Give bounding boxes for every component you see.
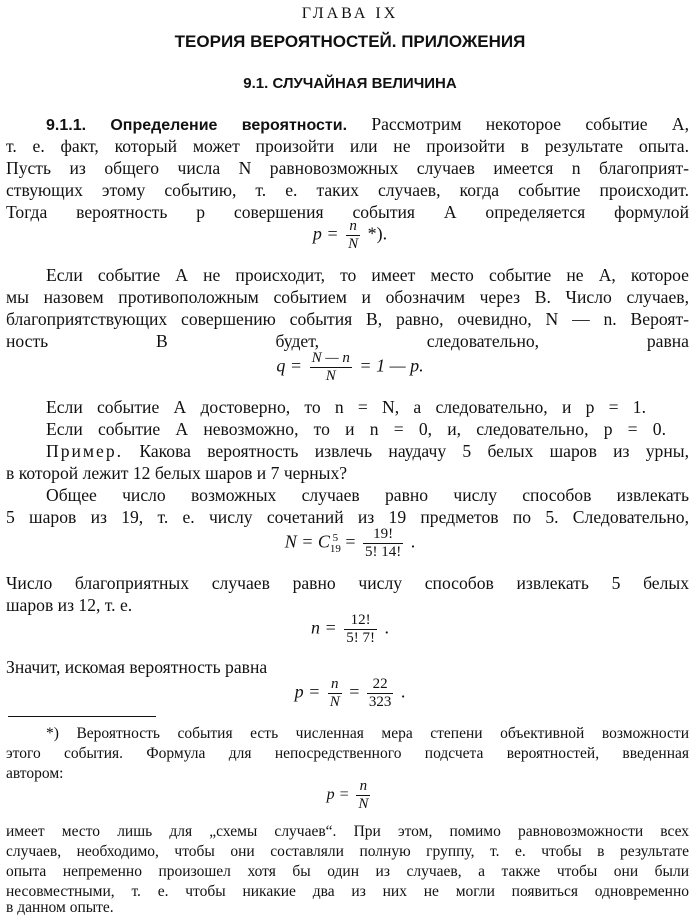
footnote-line: случаев, необходимо, чтобы они составляли полную группу, т. е. чтобы в результате bbox=[6, 843, 689, 860]
text-line: Если событие А достоверно, то n = N, а следовательно, и p = 1. bbox=[46, 397, 646, 417]
text-line: Тогда вероятность p совершения события А определяется формулой bbox=[6, 202, 689, 222]
text-line: благоприятствующих совершению события В, равно, очевидно, N — n. Вероят- bbox=[6, 309, 689, 329]
chapter-label: ГЛАВА IX bbox=[301, 5, 399, 22]
footnote-line: опыта непременно произошел хотя бы один из случаев, а также чтобы они были bbox=[6, 863, 689, 880]
footnote-line: автором: bbox=[6, 765, 64, 782]
example-line: Пример. Какова вероятность извлечь наудачу 5 белых шаров из урны, bbox=[46, 441, 689, 461]
text-line: ствующих этому событию, т. е. таких случаев, когда событие происходит. bbox=[6, 180, 689, 200]
formula-result: p = $\frac{n}{N}$ = $\frac{22}{323}$ . bbox=[294, 676, 406, 710]
formula-favorable: n = $\frac{12!}{5! 7!}$ . bbox=[311, 612, 389, 646]
text-line: Значит, искомая вероятность равна bbox=[6, 657, 268, 677]
text-line: в которой лежит 12 белых шаров и 7 черных? bbox=[6, 463, 348, 483]
footnote-line: этого события. Формула для непосредственного подсчета вероятностей, введенная bbox=[6, 745, 689, 762]
formula-complement: q = $\frac{N — n}{N}$ = 1 — p. bbox=[276, 350, 424, 384]
text-line: Пусть из общего числа N равновозможных случаев имеется n благоприят- bbox=[6, 158, 689, 178]
footnote-formula: p = $\frac{n}{N}$ bbox=[326, 778, 369, 812]
subsection-first-line bbox=[46, 113, 689, 137]
footnote-divider bbox=[8, 716, 156, 717]
text-line: Число благоприятных случаев равно числу способов извлекать 5 белых bbox=[6, 573, 689, 593]
footnote-line: имеет место лишь для „схемы случаев“. При этом, помимо равновозможности всех bbox=[6, 823, 689, 840]
text-line: шаров из 12, т. е. bbox=[6, 595, 133, 615]
footnote-line: *) Вероятность события есть численная мера степени объективной возможности bbox=[46, 725, 689, 742]
footnote-line: несовместными, т. е. чтобы никакие два из них не могли появиться одновременно bbox=[6, 883, 689, 900]
text-line: ность В будет, следовательно, равна bbox=[6, 331, 689, 351]
formula-probability: p = $\frac{n}{N}$ *). bbox=[312, 218, 388, 252]
formula-combinations: N = C 5 19 = $\frac{19!}{5! 14!}$ . bbox=[284, 526, 416, 560]
text-line: Если событие А невозможно, то и n = 0, и, следовательно, p = 0. bbox=[46, 419, 666, 439]
text-line: Если событие А не происходит, то имеет место событие не А, которое bbox=[46, 265, 689, 285]
section-heading: 9.1. СЛУЧАЙНАЯ ВЕЛИЧИНА bbox=[243, 75, 457, 92]
text-line: Общее число возможных случаев равно числу способов извлекать bbox=[46, 485, 689, 505]
example-label: Пример. bbox=[46, 441, 124, 461]
text-line: 5 шаров из 19, т. е. числу сочетаний из 19 предметов по 5. Следовательно, bbox=[6, 507, 689, 527]
subsection-heading: 9.1.1. Определение вероятности. bbox=[46, 117, 348, 134]
text-line: мы назовем противоположным событием и обозначим через В. Число случаев, bbox=[6, 287, 689, 307]
subsection-intro: Рассмотрим некоторое событие А, bbox=[371, 114, 689, 134]
footnote-line: в данном опыте. bbox=[6, 899, 114, 916]
chapter-title: ТЕОРИЯ ВЕРОЯТНОСТЕЙ. ПРИЛОЖЕНИЯ bbox=[174, 32, 526, 51]
text-line: т. е. факт, который может произойти или не произойти в результате опыта. bbox=[6, 136, 689, 156]
